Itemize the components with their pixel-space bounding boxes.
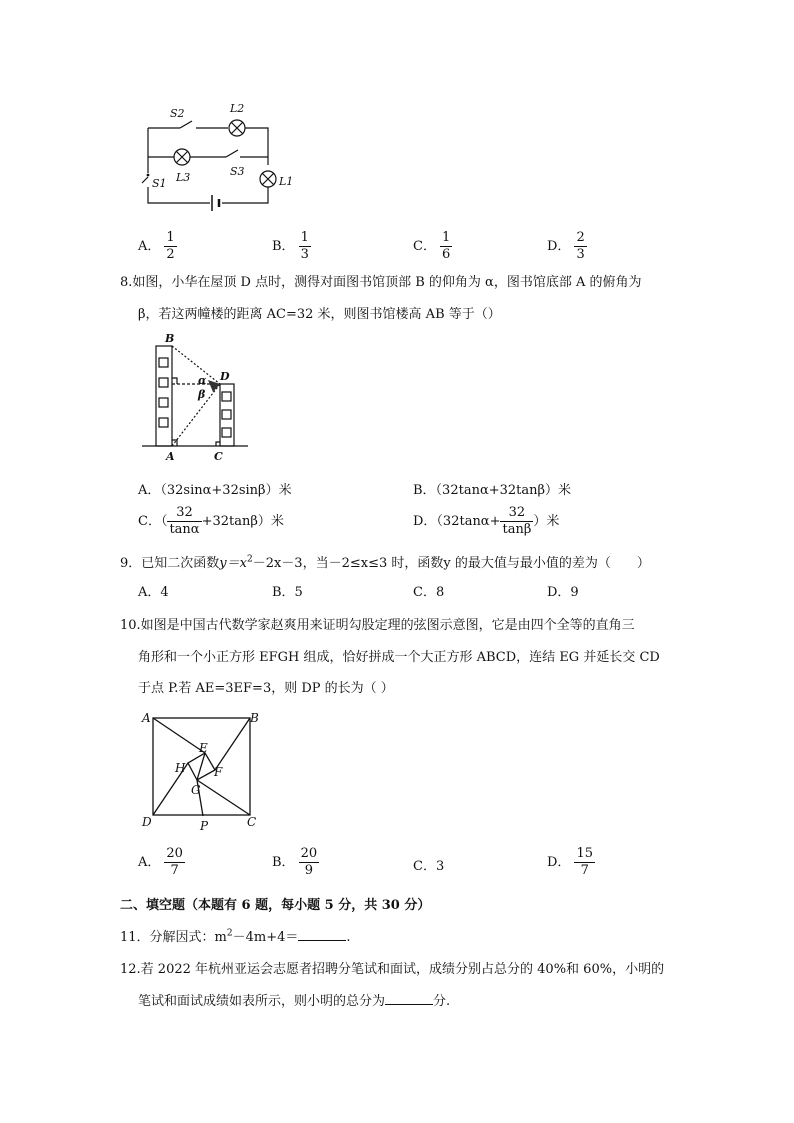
q8-text-line1: 8.如图，小华在屋顶 D 点时，测得对面图书馆顶部 B 的仰角为 α，图书馆底部 A 的俯角为: [120, 275, 642, 290]
label-d: D: [220, 370, 230, 383]
q8-option-c: C．（ $\frac{32}{\tan\alpha}$ +32tanβ）米: [138, 505, 284, 537]
q9-option-a: A．4: [138, 585, 169, 600]
q8-text-line2: β，若这两幢楼的距离 AC=32 米，则图书馆楼高 AB 等于（）: [138, 307, 501, 322]
q11-answer-blank[interactable]: [298, 928, 346, 941]
label-beta: β: [198, 388, 206, 401]
circuit-diagram: [130, 95, 300, 215]
label-c: C: [247, 815, 257, 829]
q12-text-line1: 12.若 2022 年杭州亚运会志愿者招聘分笔试和面试，成绩分别占总分的 40%和 60%，小明的: [120, 962, 665, 977]
q10-text-line2: 角形和一个小正方形 EFGH 组成，恰好拼成一个大正方形 ABCD，连结 EG 并延长交 CD: [138, 650, 660, 665]
label-b: B: [250, 711, 259, 725]
q10-text-line3: 于点 P.若 AE=3EF=3，则 DP 的长为（ ）: [138, 681, 394, 696]
label-g: G: [191, 783, 201, 797]
label-d: D: [142, 815, 152, 829]
label-s1: S1: [152, 177, 167, 190]
q7-option-a: A． $\frac{1}{2}$: [138, 230, 175, 262]
label-p: P: [200, 819, 209, 833]
q11-text: 11．分解因式：$m^2-4m+4=$ .: [120, 928, 351, 945]
label-f: F: [214, 765, 223, 779]
label-s3: S3: [230, 165, 245, 178]
q10-text-line1: 10.如图是中国古代数学家赵爽用来证明勾股定理的弦图示意图，它是由四个全等的直角三: [120, 618, 635, 633]
q8-option-d: D．（32tanα+ $\frac{32}{\tan\beta}$ ）米: [413, 505, 560, 537]
label-l1: L1: [279, 175, 294, 188]
q12-answer-blank[interactable]: [385, 992, 433, 1005]
label-l3: L3: [176, 171, 191, 184]
section-title: 二、填空题（本题有 6 题，每小题 5 分，共 30 分）: [120, 898, 431, 913]
label-e: E: [199, 741, 208, 755]
label-a: A: [166, 450, 175, 463]
label-a: A: [142, 711, 151, 725]
label-c: C: [214, 450, 223, 463]
label-h: H: [175, 761, 186, 775]
q12-text-line2: 笔试和面试成绩如表所示，则小明的总分为 分.: [138, 994, 451, 1009]
q8-option-b: B．（32tanα+32tanβ）米: [413, 483, 572, 498]
q7-option-b: B． $\frac{1}{3}$: [272, 230, 309, 262]
q10-option-c: C．3: [413, 859, 445, 874]
q10-option-d: D． $\frac{15}{7}$: [547, 846, 593, 878]
label-alpha: α: [198, 374, 207, 387]
q10-option-a: A． $\frac{20}{7}$: [138, 846, 183, 878]
label-b: B: [165, 332, 175, 345]
q9-option-b: B．5: [272, 585, 303, 600]
q10-option-b: B． $\frac{20}{9}$: [272, 846, 318, 878]
q7-option-c: C． $\frac{1}{6}$: [413, 230, 451, 262]
q7-option-d: D． $\frac{2}{3}$: [547, 230, 585, 262]
q9-text: 9．已知二次函数$y=x^2-2x-3$，当－2≤x≤3 时，函数y 的最大值与最小值的差为（ ）: [120, 554, 650, 571]
label-s2: S2: [170, 107, 185, 120]
q9-option-d: D．9: [547, 585, 579, 600]
label-l2: L2: [230, 102, 245, 115]
q8-option-a: A．（32sinα+32sinβ）米: [138, 483, 292, 498]
zhao-shuang-diagram: [140, 708, 270, 836]
building-diagram: [140, 328, 250, 463]
q9-option-c: C．8: [413, 585, 445, 600]
